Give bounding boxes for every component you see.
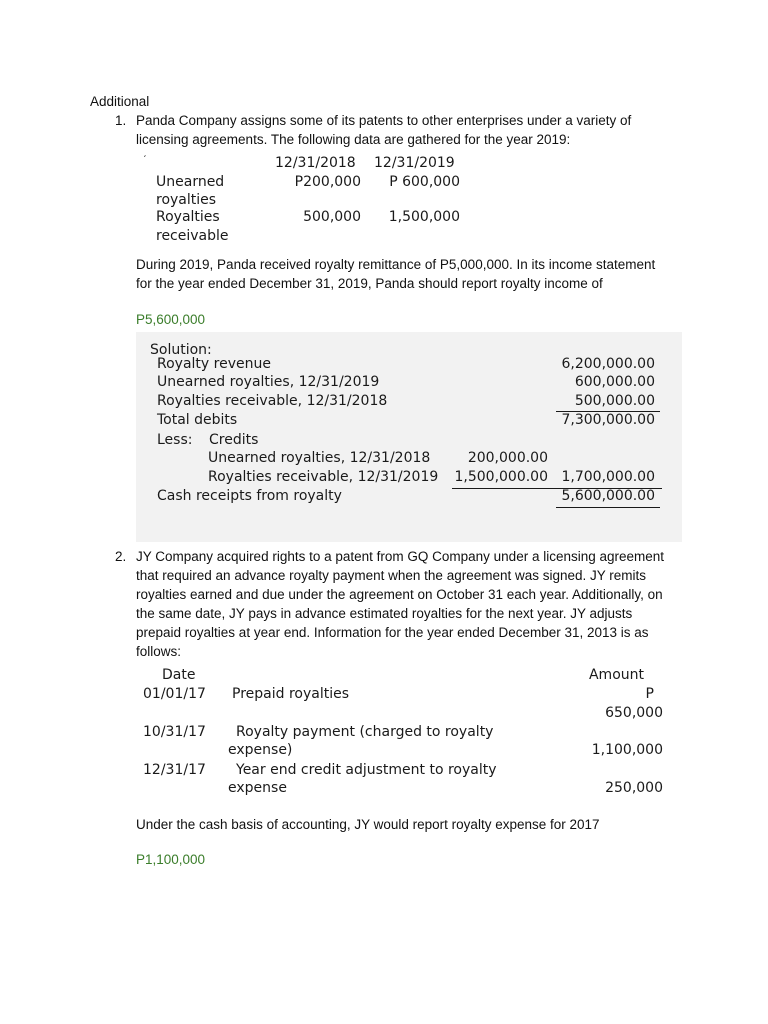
solution-row-amount: 600,000.00 — [574, 374, 655, 390]
table-row-label: receivable — [156, 228, 229, 244]
solution-row-amount: 500,000.00 — [574, 393, 655, 409]
page-heading: Additional — [90, 94, 150, 109]
question-2-number: 2. — [115, 549, 127, 564]
solution-box — [136, 332, 682, 542]
table-cell: 500,000 — [303, 209, 361, 225]
table-row-amount: 1,100,000 — [591, 742, 663, 758]
cash-receipts-amount: 5,600,000.00 — [561, 488, 655, 504]
table-row-amount: 650,000 — [605, 705, 663, 721]
credit-row-label: Unearned royalties, 12/31/2018 — [208, 450, 431, 466]
table-row-description: Prepaid royalties — [232, 686, 350, 702]
date-header: Date — [162, 667, 196, 683]
table-row-description: expense — [228, 780, 287, 796]
solution-row-label: Royalties receivable, 12/31/2018 — [157, 393, 388, 409]
table-row-amount: P — [645, 686, 654, 702]
question-1-paragraph-line2: for the year ended December 31, 2019, Panda should report royalty income of — [136, 276, 603, 291]
stray-mark: ˏ — [143, 147, 147, 158]
question-2-line: follows: — [136, 644, 182, 659]
table-row-description: expense) — [228, 742, 293, 758]
question-2-line: prepaid royalties at year end. Information for the year ended December 31, 2013 is as — [136, 625, 649, 640]
solution-row-label: Total debits — [157, 412, 238, 428]
table-col-header-2018: 12/31/2018 — [275, 155, 356, 171]
solution-row-label: Unearned royalties, 12/31/2019 — [157, 374, 380, 390]
question-2-line: JY Company acquired rights to a patent from GQ Company under a licensing agreement — [136, 549, 665, 564]
solution-row-label: Royalty revenue — [157, 356, 271, 372]
question-2-answer: P1,100,000 — [136, 852, 206, 867]
table-row-label: Unearned — [156, 174, 225, 190]
table-cell: P 600,000 — [389, 174, 460, 190]
table-row-date: 10/31/17 — [143, 724, 206, 740]
question-2-line: royalties earned and due under the agreement on October 31 each year. Additionally, on — [136, 587, 663, 602]
credit-row-amount: 200,000.00 — [467, 450, 548, 466]
credit-row-label: Royalties receivable, 12/31/2019 — [208, 469, 439, 485]
question-1-text-line2: licensing agreements. The following data are gathered for the year 2019: — [136, 132, 571, 147]
credit-row-amount: 1,500,000.00 — [454, 469, 548, 485]
table-col-header-2019: 12/31/2019 — [374, 155, 455, 171]
amount-header: Amount — [588, 667, 644, 683]
table-cell: P200,000 — [294, 174, 361, 190]
table-row-label: Royalties — [156, 209, 220, 225]
table-row-description: Royalty payment (charged to royalty — [236, 724, 494, 740]
solution-title: Solution: — [150, 342, 212, 358]
less-label: Less: — [157, 432, 193, 448]
credits-label: Credits — [209, 432, 259, 448]
question-1-paragraph-line1: During 2019, Panda received royalty remittance of P5,000,000. In its income statement — [136, 257, 656, 272]
table-row-description: Year end credit adjustment to royalty — [236, 762, 497, 778]
table-cell: 1,500,000 — [388, 209, 460, 225]
question-2-line: the same date, JY pays in advance estimated royalties for the next year. JY adjusts — [136, 606, 633, 621]
solution-row-amount: 7,300,000.00 — [561, 412, 655, 428]
question-1-answer: P5,600,000 — [136, 312, 206, 327]
question-1-text-line1: Panda Company assigns some of its patents to other enterprises under a variety of — [136, 113, 632, 128]
table-row-date: 12/31/17 — [143, 762, 206, 778]
cash-receipts-label: Cash receipts from royalty — [157, 488, 342, 504]
question-2-prompt: Under the cash basis of accounting, JY would report royalty expense for 2017 — [136, 817, 600, 832]
table-row-date: 01/01/17 — [143, 686, 206, 702]
table-row-label: royalties — [156, 192, 217, 208]
credit-row-total: 1,700,000.00 — [561, 469, 655, 485]
solution-row-amount: 6,200,000.00 — [561, 356, 655, 372]
question-2-line: that required an advance royalty payment when the agreement was signed. JY remits — [136, 568, 647, 583]
table-row-amount: 250,000 — [605, 780, 663, 796]
question-1-number: 1. — [115, 113, 127, 128]
final-rule — [556, 507, 660, 508]
